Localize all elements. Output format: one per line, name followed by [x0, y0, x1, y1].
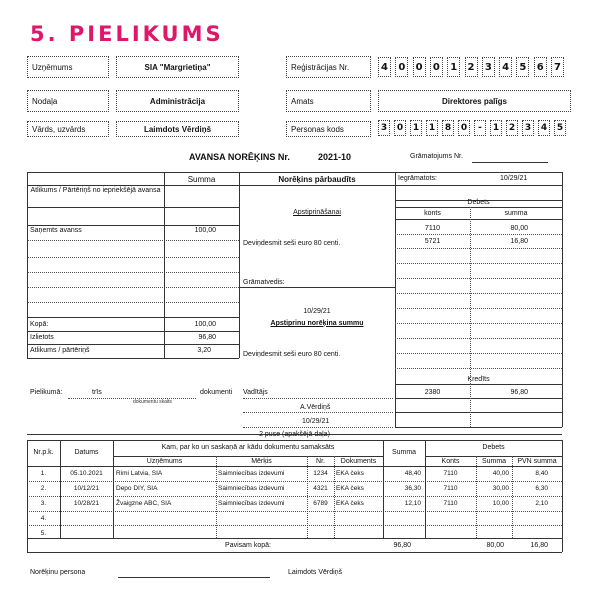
left-row-label: Saņemts avanss: [30, 227, 82, 234]
total-summa: 80,00: [486, 542, 504, 549]
grid-line: [562, 172, 563, 427]
header-date: Datums: [74, 449, 99, 456]
position-label: Amats: [286, 90, 371, 112]
grid-line: [395, 234, 562, 235]
grid-line: [27, 552, 562, 553]
signer-line: [243, 398, 393, 399]
grid-line: [27, 172, 562, 173]
row-doc[interactable]: EKA čeks: [336, 470, 364, 477]
row-company[interactable]: Depo DIY, SIA: [116, 485, 158, 492]
row-doc[interactable]: EKA čeks: [336, 485, 364, 492]
grid-line: [27, 358, 239, 359]
signature-line[interactable]: [118, 577, 270, 578]
name-field[interactable]: Laimdots Vērdiņš: [116, 121, 239, 137]
grid-line: [239, 287, 395, 288]
grid-line: [27, 172, 28, 358]
company-field[interactable]: SIA "Margrietiņa": [116, 56, 239, 78]
total-label: Pavisam kopā:: [225, 542, 271, 549]
header-purpose: Mērķis: [251, 458, 272, 465]
attachment-label: Pielikumā:: [30, 389, 63, 396]
personal-code-digit[interactable]: 3: [378, 120, 390, 136]
personal-code-digit[interactable]: 0: [458, 120, 470, 136]
row-vat[interactable]: 6,30: [535, 485, 548, 492]
row-docnr[interactable]: 1234: [313, 470, 328, 477]
header-nr: Nr.p.k.: [33, 449, 54, 456]
header-vat: PVN summa: [517, 458, 557, 465]
regnr-digit[interactable]: 6: [534, 57, 547, 77]
row-docnr[interactable]: 4321: [313, 485, 328, 492]
grid-line: [27, 317, 239, 318]
checked-header: Norēķins pārbaudīts: [278, 175, 356, 184]
grid-line: [395, 248, 562, 249]
personal-code-digit[interactable]: 3: [522, 120, 534, 136]
left-row-value[interactable]: 96,80: [198, 334, 216, 341]
row-konts[interactable]: 7110: [443, 485, 458, 492]
header-company: Uzņēmums: [146, 458, 183, 465]
total-sum: 96,80: [393, 542, 411, 549]
row-date[interactable]: 10/28/21: [73, 500, 100, 507]
row-nr: 3.: [40, 500, 47, 507]
booked-date: 10/29/21: [500, 175, 528, 182]
sign-date: 10/29/21: [302, 418, 330, 425]
grid-line: [395, 293, 562, 294]
regnr-digit[interactable]: 5: [516, 57, 529, 77]
row-purpose[interactable]: Saimniecības izdevumi: [218, 470, 285, 477]
row-vat[interactable]: 8,40: [535, 470, 548, 477]
personal-code-digit[interactable]: 0: [394, 120, 406, 136]
grid-line: [27, 496, 562, 497]
attachment-count-hint: dokumentu skaits: [133, 399, 172, 405]
dept-field[interactable]: Administrācija: [116, 90, 239, 112]
regnr-digit[interactable]: 0: [413, 57, 426, 77]
amount-words-1: Deviņdesmit seši euro 80 centi.: [243, 240, 341, 247]
left-row-value[interactable]: 100,00: [194, 227, 216, 234]
person-name: Laimdots Vērdiņš: [288, 569, 343, 576]
grid-line: [27, 511, 562, 512]
grid-line: [395, 263, 562, 264]
dept-label: Nodaļa: [27, 90, 109, 112]
row-vat[interactable]: 2,10: [535, 500, 548, 507]
credit-header: Kredīts: [467, 376, 490, 383]
attachment-line: [68, 398, 196, 399]
grid-line: [27, 538, 562, 539]
grid-line: [395, 219, 562, 220]
attachment-count[interactable]: trīs: [92, 389, 102, 396]
grid-line: [395, 398, 562, 399]
debit-summa[interactable]: 16,80: [510, 238, 528, 245]
grid-line: [27, 525, 562, 526]
grid-line: [334, 456, 335, 538]
grid-line: [27, 466, 562, 467]
row-docnr[interactable]: 6789: [313, 500, 328, 507]
header-summa: Summa: [481, 458, 507, 465]
grid-line: [395, 353, 562, 354]
grid-line: [113, 440, 114, 538]
grid-line: [562, 440, 563, 552]
grid-line: [395, 384, 562, 385]
row-company[interactable]: Rimi Latvia, SIA: [116, 470, 163, 477]
personal-code-digit[interactable]: 1: [426, 120, 438, 136]
row-summa[interactable]: 30,00: [492, 485, 509, 492]
row-nr: 1.: [40, 470, 47, 477]
page-title: 5. PIELIKUMS: [30, 22, 224, 46]
approved-label: Apstiprināšanai: [293, 209, 341, 216]
header-docnr: Nr.: [316, 458, 325, 465]
summa-header: summa: [504, 210, 528, 217]
debets-header: Debets: [467, 199, 490, 206]
row-konts[interactable]: 7110: [443, 500, 458, 507]
ledger-label: Grāmatojums Nr.: [410, 153, 463, 160]
row-nr: 4.: [40, 515, 47, 522]
row-date[interactable]: 05.10.2021: [70, 470, 103, 477]
row-summa[interactable]: 10,00: [492, 500, 509, 507]
personal-code-digit[interactable]: 1: [490, 120, 502, 136]
attachment-docs: dokumenti: [200, 389, 233, 396]
grid-line: [395, 308, 562, 309]
regnr-digit[interactable]: 2: [465, 57, 478, 77]
grid-line: [395, 368, 562, 369]
personal-code-label: Personas kods: [286, 121, 371, 137]
row-purpose[interactable]: Saimniecības izdevumi: [218, 485, 285, 492]
row-sum[interactable]: 36,30: [404, 485, 421, 492]
regnr-digit[interactable]: 3: [482, 57, 495, 77]
row-konts[interactable]: 7110: [443, 470, 458, 477]
grid-line: [27, 240, 239, 241]
debit-konts[interactable]: 5721: [424, 238, 441, 245]
left-row-label: Atlikums / pārtēriņš: [30, 347, 90, 354]
grid-line: [27, 287, 239, 288]
header-debets: Debets: [482, 444, 505, 451]
grid-line: [27, 440, 562, 441]
grid-line: [239, 172, 240, 358]
grid-line: [113, 456, 383, 457]
grid-line: [476, 456, 477, 538]
person-label: Norēķinu persona: [30, 569, 86, 576]
left-summa-header: Summa: [187, 175, 216, 184]
debit-konts[interactable]: 7110: [424, 225, 441, 232]
regnr-digit[interactable]: 4: [378, 57, 391, 77]
grid-line: [470, 207, 471, 384]
report-title: AVANSA NORĒĶINS Nr.: [189, 152, 290, 162]
regnr-digit[interactable]: 1: [447, 57, 460, 77]
personal-code-digit[interactable]: 1: [410, 120, 422, 136]
regnr-digit[interactable]: 4: [499, 57, 512, 77]
regnr-digit[interactable]: 7: [551, 57, 564, 77]
personal-code-digit[interactable]: 4: [538, 120, 550, 136]
grid-line: [27, 207, 239, 208]
grid-line: [27, 257, 239, 258]
grid-line: [395, 338, 562, 339]
signer-short: Vadītājs: [243, 389, 268, 396]
left-row-label: Atlikums / Pārtēriņš no iepriekšējā avansa: [30, 187, 161, 194]
company-label: Uzņēmums: [27, 56, 109, 78]
row-doc[interactable]: EKA čeks: [336, 500, 364, 507]
grid-line: [395, 427, 562, 428]
grid-line: [164, 172, 165, 358]
middle-date: 10/29/21: [303, 308, 331, 315]
amount-words-2: Deviņdesmit seši euro 80 centi.: [243, 351, 341, 358]
grid-line: [512, 456, 513, 538]
row-nr: 2.: [40, 485, 47, 492]
header-group: Kam, par ko un saskaņā ar kādu dokumentu samaksāts: [161, 444, 335, 451]
signer-name: A.Vērdiņš: [300, 404, 331, 411]
left-row-value[interactable]: 3,20: [197, 347, 211, 354]
personal-code-digit[interactable]: 5: [554, 120, 566, 136]
signer-line: [243, 412, 393, 413]
report-number: 2021-10: [318, 152, 352, 162]
grid-line: [395, 412, 562, 413]
debit-summa[interactable]: 80,00: [510, 225, 528, 232]
grid-line: [27, 225, 239, 226]
grid-line: [216, 456, 217, 538]
grid-line: [395, 278, 562, 279]
regnr-digit[interactable]: 0: [395, 57, 408, 77]
row-sum[interactable]: 48,40: [404, 470, 421, 477]
personal-code-digit[interactable]: -: [474, 120, 486, 136]
row-date[interactable]: 10/12/21: [73, 485, 100, 492]
date-line: [243, 427, 393, 428]
approve-sum-label: Apstiprinu norēķina summu: [270, 320, 364, 327]
grid-line: [27, 272, 239, 273]
personal-code-digit[interactable]: 2: [506, 120, 518, 136]
left-row-label: Izlietots: [30, 334, 54, 341]
header-konts: Konts: [441, 458, 460, 465]
grid-line: [395, 323, 562, 324]
regnr-label: Reģistrācijas Nr.: [286, 56, 371, 78]
grid-line: [425, 456, 562, 457]
booked-label: Grāmatvedis:: [243, 279, 285, 286]
credit-summa[interactable]: 96,80: [510, 389, 528, 396]
row-nr: 5.: [40, 530, 47, 537]
position-field[interactable]: Direktores palīgs: [378, 90, 571, 112]
grid-line: [27, 344, 239, 345]
row-summa[interactable]: 40,00: [492, 470, 509, 477]
part2-title: 2 puse (apakšējā daļa): [259, 431, 330, 438]
credit-konts[interactable]: 2380: [424, 389, 441, 396]
grid-line: [307, 456, 308, 538]
row-company[interactable]: Žvaigzne ABC, SIA: [116, 500, 172, 507]
grid-line: [27, 481, 562, 482]
grid-line: [27, 331, 239, 332]
name-label: Vārds, uzvārds: [27, 121, 109, 137]
total-vat: 16,80: [530, 542, 548, 549]
personal-code-digit[interactable]: 8: [442, 120, 454, 136]
booked-date-label: Iegrāmatots:: [398, 175, 437, 182]
ledger-line[interactable]: [472, 162, 548, 163]
konts-header: konts: [424, 210, 441, 217]
row-sum[interactable]: 12,10: [404, 500, 421, 507]
left-row-value[interactable]: 100,00: [194, 321, 216, 328]
row-purpose[interactable]: Saimniecības izdevumi: [218, 500, 285, 507]
grid-line: [27, 302, 239, 303]
regnr-digit[interactable]: 0: [430, 57, 443, 77]
header-docs: Dokuments: [340, 458, 377, 465]
header-sum: Summa: [391, 449, 417, 456]
left-row-label: Kopā:: [30, 321, 49, 328]
grid-line: [395, 207, 562, 208]
